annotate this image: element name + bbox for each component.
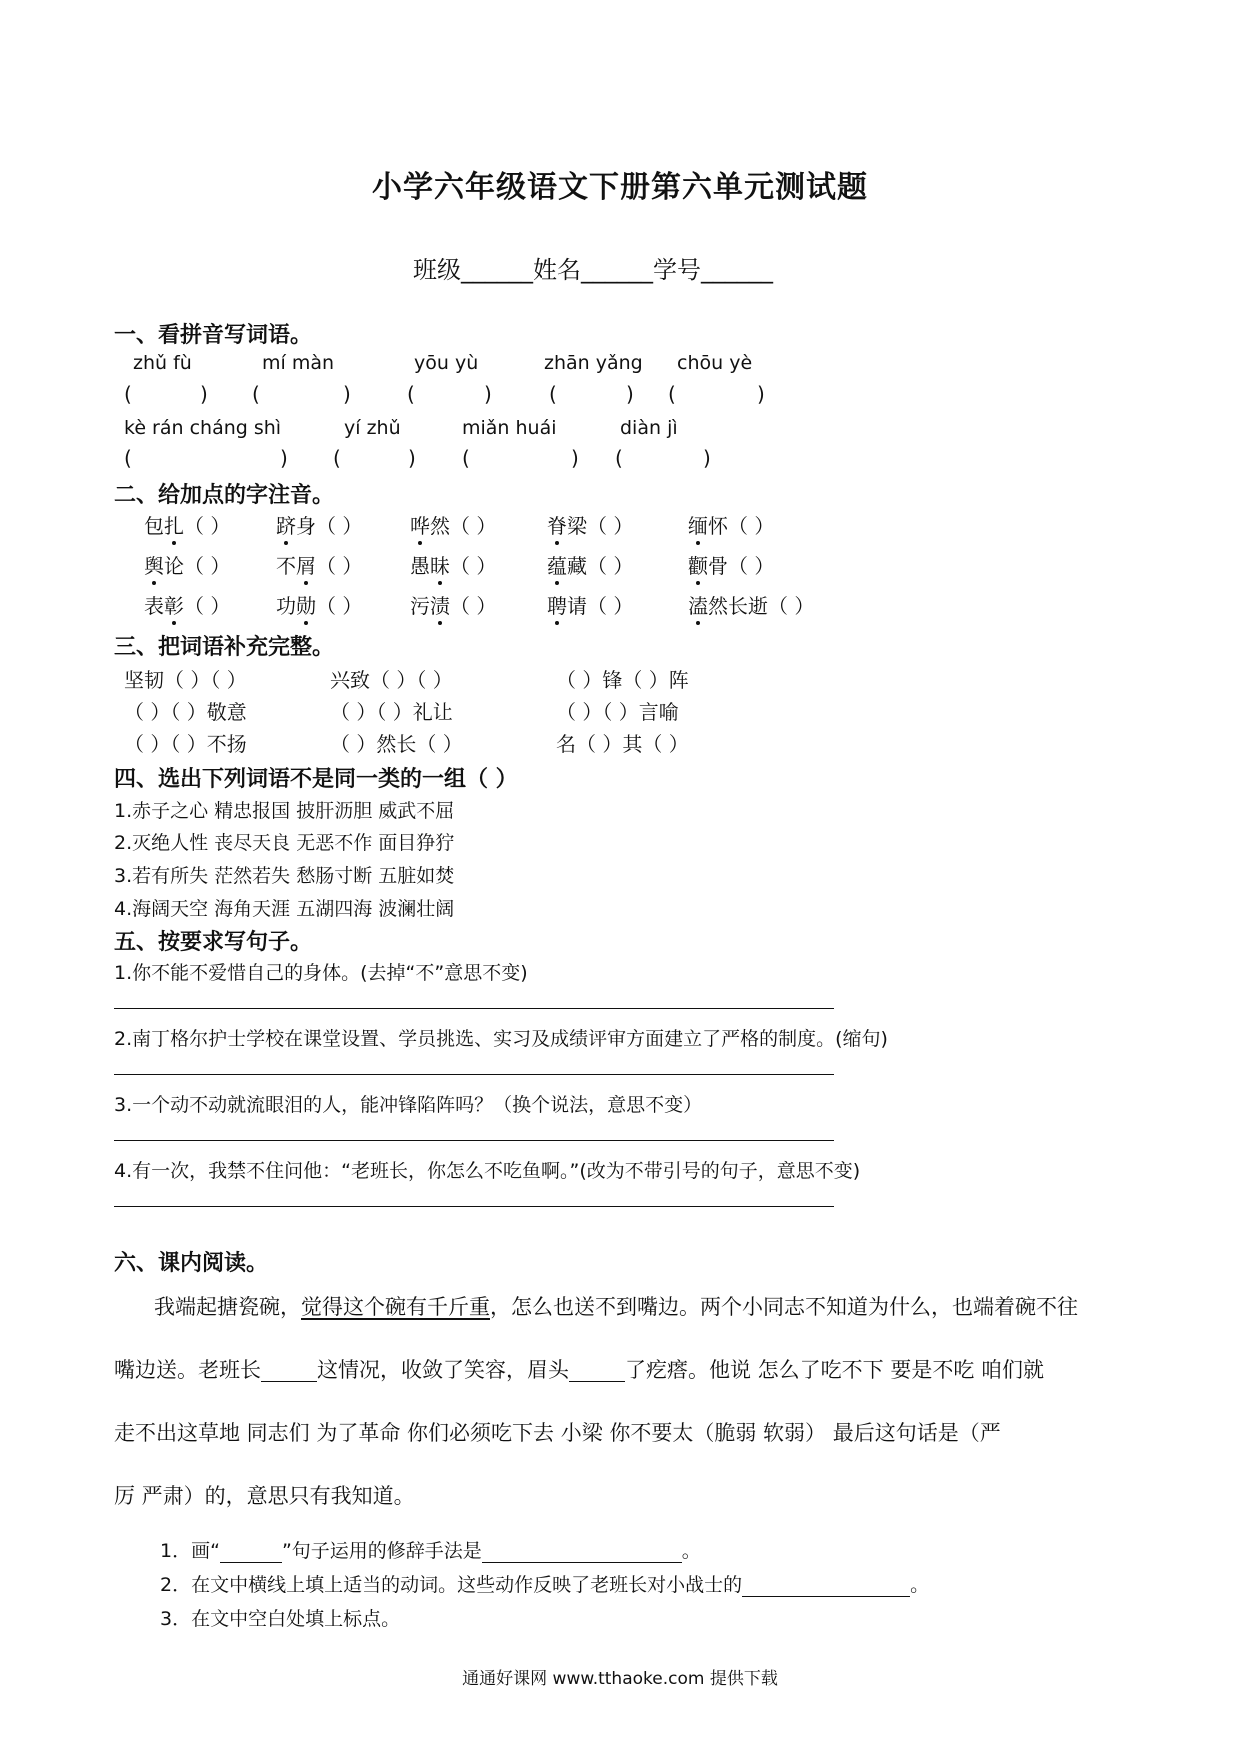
pinyin-1: zhǔ fù [133, 352, 192, 374]
rewrite-prompt: 1.你不能不爱惜自己的身体。(去掉“不”意思不变) [114, 962, 528, 984]
dotted-word: 污渍（ ） [410, 590, 496, 619]
reading-question-3: 3．在文中空白处填上标点。 [160, 1608, 401, 1630]
rewrite-prompt: 2.南丁格尔护士学校在课堂设置、学员挑选、实习及成绩评审方面建立了严格的制度。(缩句) [114, 1028, 888, 1050]
answer-paren: ( [615, 446, 623, 470]
footer-text: 通通好课网 www.tthaoke.com 提供下载 [462, 1669, 778, 1689]
answer-paren: ( [333, 446, 341, 470]
rewrite-prompt: 3.一个动不动就流眼泪的人，能冲锋陷阵吗？（换个说法，意思不变） [114, 1094, 703, 1116]
answer-blank [742, 1576, 910, 1597]
section-2-heading: 二、给加点的字注音。 [114, 483, 335, 508]
reading-line-1: 我端起搪瓷碗，觉得这个碗有千斤重，怎么也送不到嘴边。两个小同志不知道为什么，也端着碗不往 [154, 1295, 1078, 1319]
answer-paren: ) [703, 446, 711, 470]
pinyin-3: yōu yù [414, 352, 479, 374]
answer-paren: ( [462, 446, 470, 470]
rewrite-prompt: 4.有一次，我禁不住问他：“老班长，你怎么不吃鱼啊。”(改为不带引号的句子，意思不变) [114, 1160, 861, 1182]
dotted-word: 脊梁（ ） [547, 510, 633, 539]
verb-blank [569, 1361, 625, 1382]
dotted-word: 愚昧（ ） [410, 550, 496, 579]
answer-blank [482, 1542, 682, 1563]
dotted-word: 缅怀（ ） [688, 510, 774, 539]
answer-paren: ) [280, 446, 288, 470]
answer-line [114, 1206, 834, 1207]
answer-line [114, 1008, 834, 1009]
answer-paren: ( [407, 382, 415, 406]
reading-line-4: 厉 严肃）的，意思只有我知道。 [114, 1484, 415, 1508]
idiom-blank: 兴致（ ）（ ） [330, 668, 453, 692]
answer-paren: ( [252, 382, 260, 406]
reading-question-2: 2．在文中横线上填上适当的动词。这些动作反映了老班长对小战士的 。 [160, 1574, 930, 1596]
verb-blank [261, 1361, 317, 1382]
dotted-word: 舆论（ ） [144, 550, 230, 579]
section-5-heading: 五、按要求写句子。 [114, 930, 313, 955]
answer-blank [220, 1542, 282, 1563]
answer-paren: ( [124, 446, 132, 470]
student-info-line: 班级______姓名______学号______ [413, 256, 773, 284]
dotted-word: 聘请（ ） [547, 590, 633, 619]
dotted-word: 包扎（ ） [144, 510, 230, 539]
dotted-word: 不屑（ ） [276, 550, 362, 579]
idiom-blank: （ ）（ ）不扬 [124, 732, 247, 756]
dotted-word: 跻身（ ） [276, 510, 362, 539]
choice-item: 4.海阔天空 海角天涯 五湖四海 波澜壮阔 [114, 898, 455, 920]
choice-item: 3.若有所失 茫然若失 愁肠寸断 五脏如焚 [114, 865, 455, 887]
idiom-blank: 名（ ）其（ ） [556, 732, 689, 756]
choice-item: 2.灭绝人性 丧尽天良 无恶不作 面目狰狞 [114, 832, 455, 854]
dotted-word: 溘然长逝（ ） [688, 590, 814, 619]
idiom-blank: 坚韧（ ）（ ） [124, 668, 247, 692]
answer-paren: ) [200, 382, 208, 406]
page-title: 小学六年级语文下册第六单元测试题 [372, 170, 868, 205]
section-4-heading: 四、选出下列词语不是同一类的一组（ ） [114, 767, 518, 792]
pinyin-2: mí màn [262, 352, 335, 374]
reading-line-3: 走不出这草地 同志们 为了革命 你们必须吃下去 小梁 你不要太（脆弱 软弱） 最后这句话是（严 [114, 1421, 1001, 1445]
answer-line [114, 1074, 834, 1075]
dotted-word: 功勋（ ） [276, 590, 362, 619]
answer-paren: ) [408, 446, 416, 470]
section-3-heading: 三、把词语补充完整。 [114, 635, 335, 660]
answer-paren: ( [668, 382, 676, 406]
dotted-word: 表彰（ ） [144, 590, 230, 619]
reading-question-1: 1．画“ ”句子运用的修辞手法是 。 [160, 1540, 701, 1562]
pinyin-8: miǎn huái [462, 417, 557, 439]
answer-paren: ) [757, 382, 765, 406]
answer-line [114, 1140, 834, 1141]
pinyin-6: kè rán cháng shì [124, 417, 282, 439]
idiom-blank: （ ）锋（ ）阵 [556, 668, 689, 692]
underlined-sentence: 觉得这个碗有千斤重 [301, 1295, 490, 1319]
pinyin-7: yí zhǔ [344, 417, 401, 439]
answer-paren: ) [626, 382, 634, 406]
idiom-blank: （ ）（ ）言喻 [556, 700, 679, 724]
dotted-word: 蕴藏（ ） [547, 550, 633, 579]
pinyin-5: chōu yè [677, 352, 753, 374]
dotted-word: 颧骨（ ） [688, 550, 774, 579]
answer-paren: ( [549, 382, 557, 406]
answer-paren: ) [571, 446, 579, 470]
choice-item: 1.赤子之心 精忠报国 披肝沥胆 威武不屈 [114, 800, 455, 822]
answer-paren: ( [124, 382, 132, 406]
section-1-heading: 一、看拼音写词语。 [114, 323, 313, 348]
pinyin-4: zhān yǎng [544, 352, 643, 374]
answer-paren: ) [484, 382, 492, 406]
idiom-blank: （ ）然长（ ） [330, 732, 463, 756]
section-6-heading: 六、课内阅读。 [114, 1251, 269, 1276]
pinyin-9: diàn jì [620, 417, 678, 439]
dotted-word: 哗然（ ） [410, 510, 496, 539]
idiom-blank: （ ）（ ）礼让 [330, 700, 453, 724]
reading-line-2: 嘴边送。老班长 这情况，收敛了笑容，眉头 了疙瘩。他说 怎么了吃不下 要是不吃 咱们就 [114, 1358, 1045, 1382]
idiom-blank: （ ）（ ）敬意 [124, 700, 247, 724]
answer-paren: ) [343, 382, 351, 406]
